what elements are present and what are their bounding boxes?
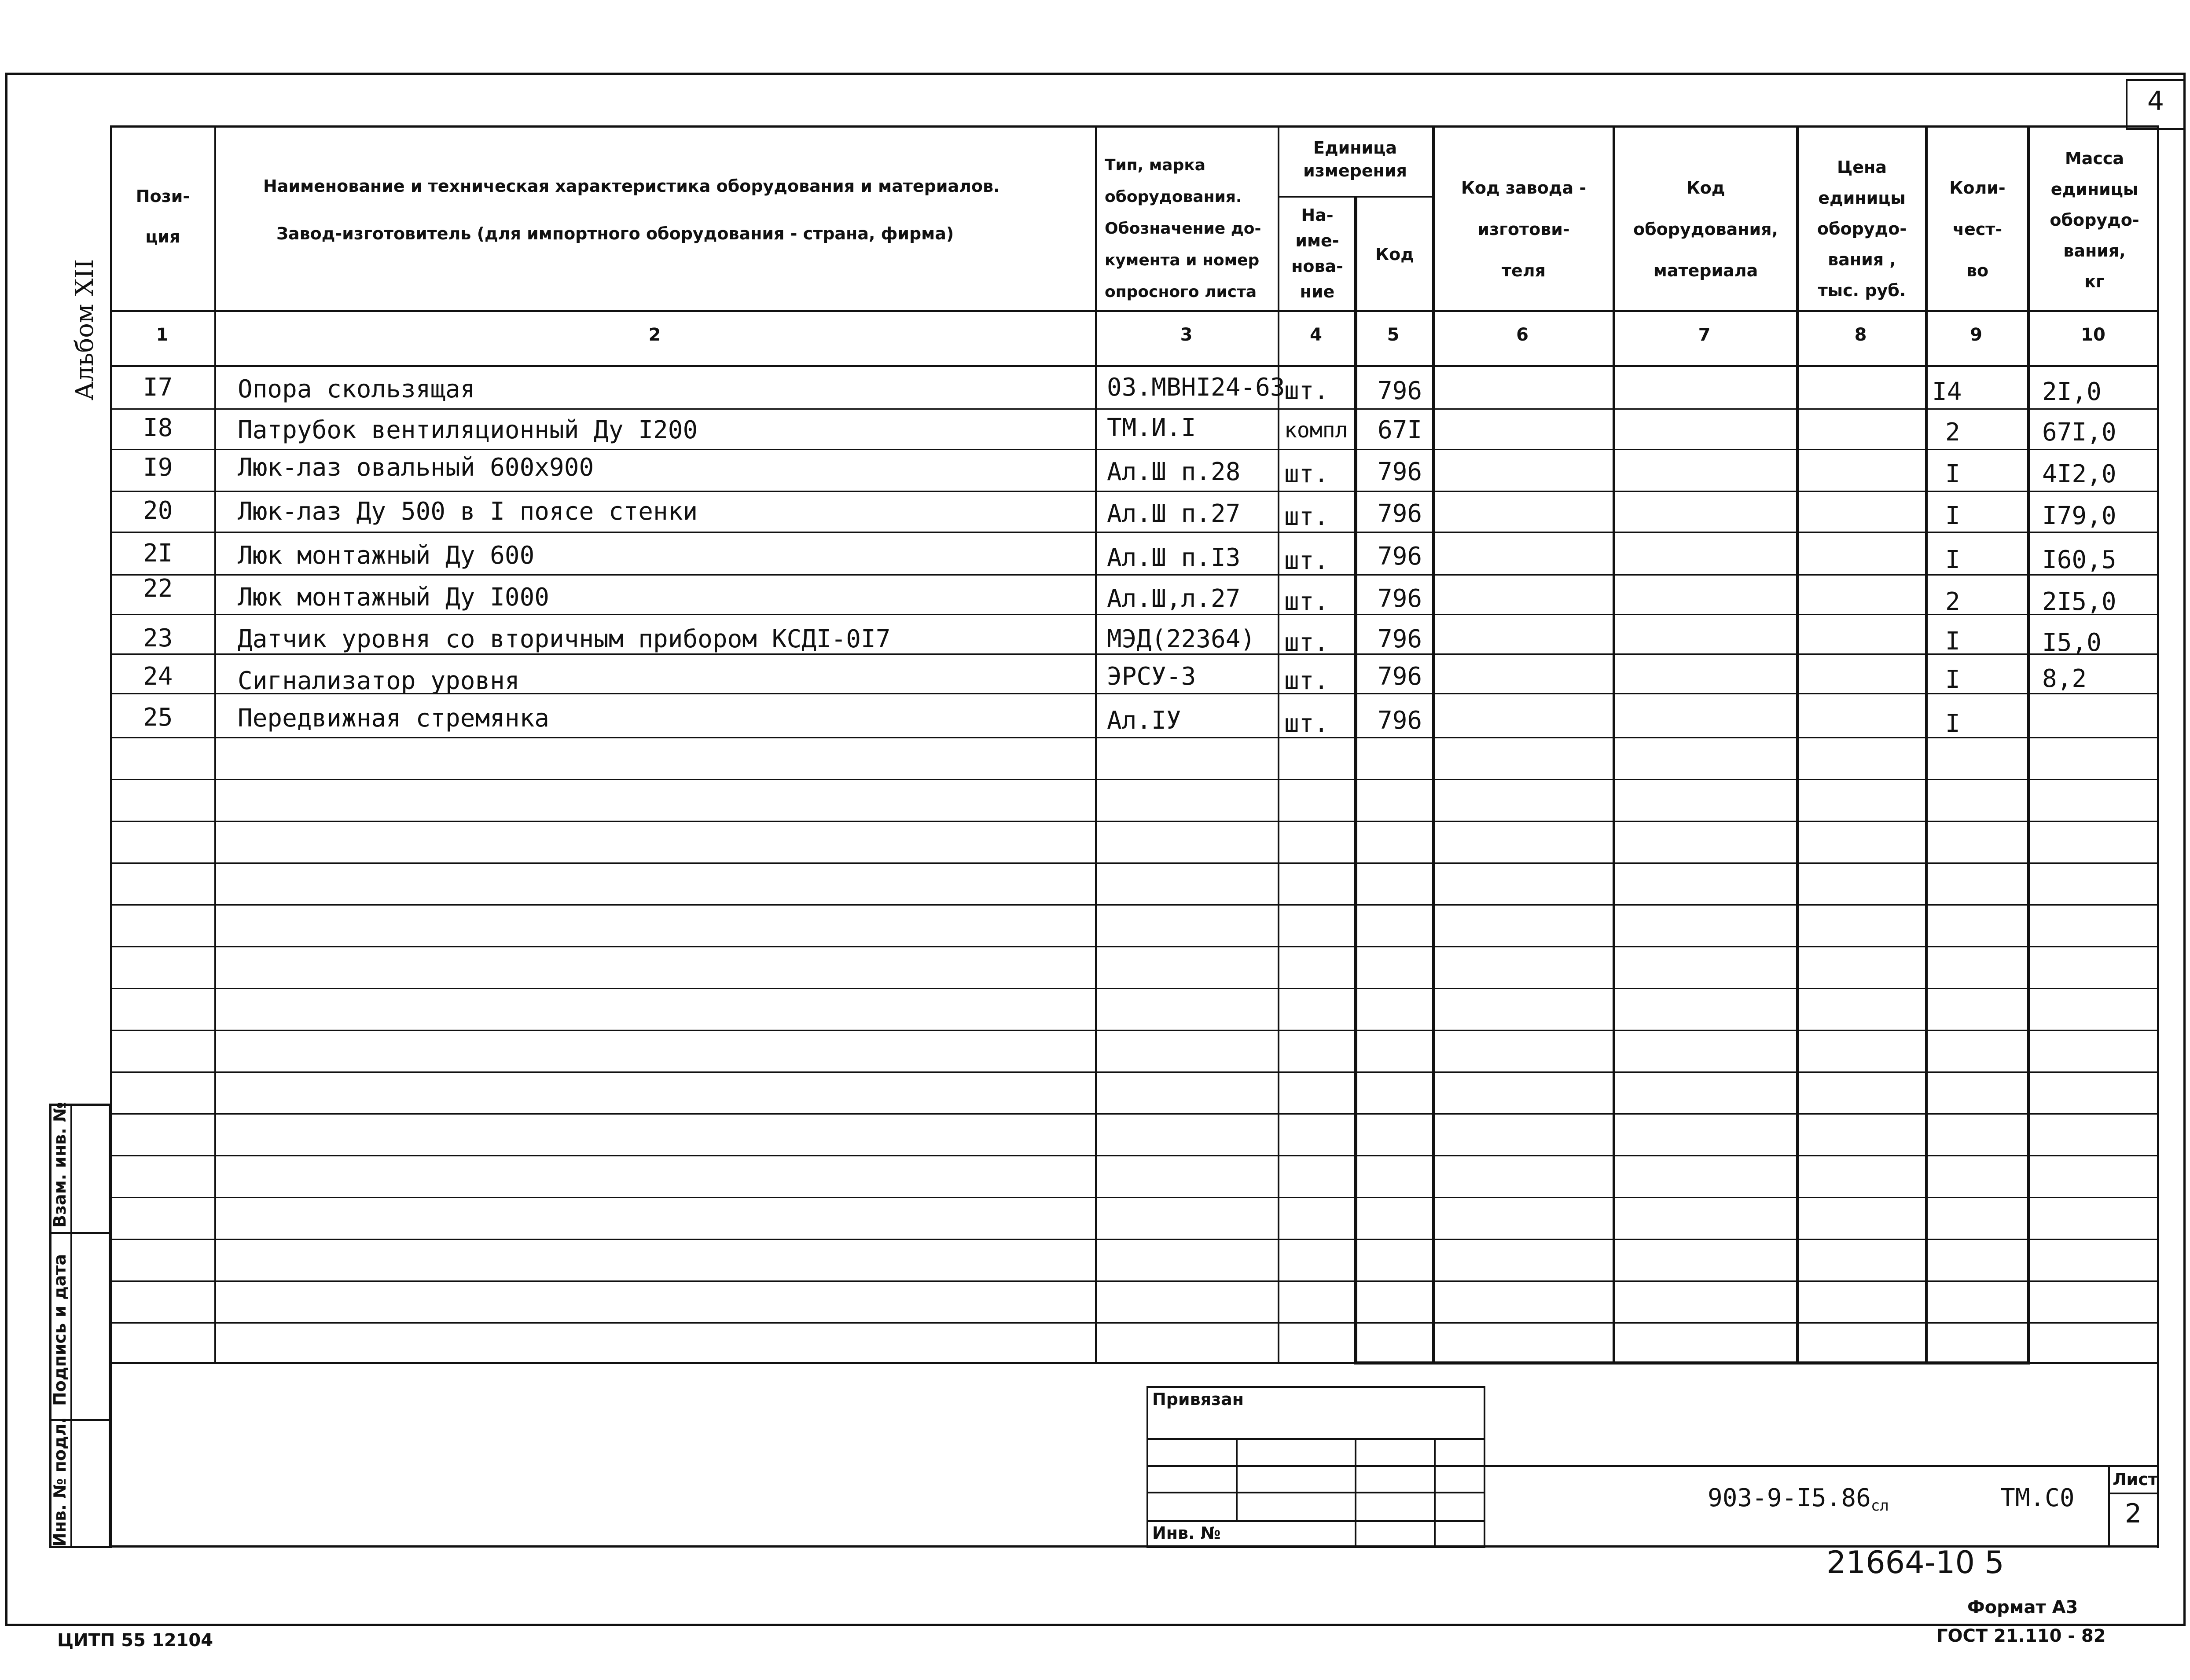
gost-label: ГОСТ 21.110 - 82 bbox=[1936, 1626, 2106, 1646]
row-mass: I60,5 bbox=[2042, 546, 2117, 574]
lower-block-left bbox=[110, 1363, 112, 1548]
row-position: I8 bbox=[143, 414, 173, 442]
list-rule bbox=[2108, 1493, 2159, 1494]
row-rule bbox=[110, 532, 2159, 533]
row-position: I9 bbox=[143, 453, 173, 482]
row-type: 03.МВНI24-63 bbox=[1107, 373, 1285, 402]
row-rule bbox=[110, 1197, 2159, 1198]
designation-text: 903-9-I5.86 bbox=[1708, 1484, 1871, 1512]
row-code: 796 bbox=[1378, 706, 1422, 735]
row-rule bbox=[110, 1030, 2159, 1031]
row-code: 796 bbox=[1378, 625, 1422, 653]
row-name: Патрубок вентиляционный Ду I200 bbox=[238, 416, 698, 444]
row-unit: шт. bbox=[1284, 377, 1329, 405]
row-code: 796 bbox=[1378, 584, 1422, 613]
row-code: 796 bbox=[1378, 499, 1422, 528]
row-qty: I4 bbox=[1932, 378, 1962, 406]
privyazan-divider bbox=[1355, 1438, 1356, 1548]
header-type: Тип, марка оборудования. Обозначение до- кумента и номер опросного листа bbox=[1105, 156, 1261, 301]
header-plant-code: Код завода - изготови- теля bbox=[1461, 178, 1587, 280]
corner-sheet-number: 4 bbox=[2147, 86, 2164, 117]
row-mass: 2I5,0 bbox=[2042, 587, 2117, 616]
side-stamp-vzam: Взам. инв. № bbox=[50, 1102, 70, 1228]
row-qty: I bbox=[1945, 665, 1960, 694]
archive-number: 21664-10 5 bbox=[1826, 1544, 2004, 1581]
header-equipment-code: Код оборудования, материала bbox=[1633, 178, 1778, 280]
header-name-line2: Завод-изготовитель (для импортного оборудования - страна, фирма) bbox=[276, 224, 954, 243]
citp-label: ЦИТП 55 12104 bbox=[57, 1630, 213, 1651]
side-stamp-divider bbox=[70, 1104, 72, 1548]
row-qty: I bbox=[1945, 709, 1960, 738]
row-position: 20 bbox=[143, 496, 173, 525]
row-unit: шт. bbox=[1284, 667, 1329, 695]
row-rule bbox=[110, 1239, 2159, 1240]
lower-block-right bbox=[2157, 1363, 2159, 1548]
row-name: Сигнализатор уровня bbox=[238, 667, 520, 695]
row-qty: 2 bbox=[1945, 587, 1960, 616]
colnum-7: 7 bbox=[1698, 325, 1711, 345]
row-rule bbox=[110, 988, 2159, 989]
row-name: Люк монтажный Ду 600 bbox=[238, 541, 535, 570]
row-type: ТМ.И.I bbox=[1107, 414, 1196, 442]
colnum-9: 9 bbox=[1970, 325, 1982, 345]
row-code: 67I bbox=[1378, 416, 1422, 444]
header-price: Цена единицы оборудо- вания , тыс. руб. bbox=[1817, 158, 1907, 300]
designation-sub: сл bbox=[1870, 1497, 1889, 1515]
row-qty: I bbox=[1945, 502, 1960, 530]
colnum-2: 2 bbox=[648, 325, 661, 345]
row-rule bbox=[110, 1071, 2159, 1073]
header-quantity: Коли- чест- во bbox=[1949, 178, 2006, 280]
header-unit-group: Единица измерения bbox=[1303, 138, 1407, 180]
header-unit-code: Код bbox=[1375, 245, 1414, 264]
row-position: 2I bbox=[143, 539, 173, 568]
privyazan-divider bbox=[1434, 1438, 1436, 1548]
row-unit: шт. bbox=[1284, 587, 1329, 616]
doc-code: ТМ.С0 bbox=[2000, 1484, 2075, 1512]
unit-group-rule bbox=[1278, 196, 1433, 198]
row-position: 25 bbox=[143, 703, 173, 732]
header-mass: Масса единицы оборудо- вания, кг bbox=[2050, 149, 2139, 291]
row-code: 796 bbox=[1378, 662, 1422, 691]
privyazan-divider bbox=[1236, 1438, 1238, 1520]
row-type: Ал.Ш п.I3 bbox=[1107, 543, 1241, 572]
row-position: 24 bbox=[143, 662, 173, 691]
row-type: Ал.Ш п.28 bbox=[1107, 458, 1241, 486]
row-unit: шт. bbox=[1284, 460, 1329, 488]
header-position: Пози- ция bbox=[136, 187, 190, 246]
row-type: МЭД(22364) bbox=[1107, 625, 1256, 653]
row-qty: 2 bbox=[1945, 418, 1960, 447]
row-position: I7 bbox=[143, 373, 173, 402]
row-unit: шт. bbox=[1284, 547, 1329, 575]
row-rule bbox=[110, 408, 2159, 410]
list-label: Лист bbox=[2113, 1470, 2158, 1489]
side-stamp-inv: Инв. № подл. bbox=[50, 1417, 70, 1547]
row-rule bbox=[110, 1322, 2159, 1324]
header-unit-name: На- име- нова- ние bbox=[1291, 205, 1343, 301]
designation bbox=[1708, 1484, 1889, 1515]
row-type: Ал.Ш,л.27 bbox=[1107, 584, 1241, 613]
row-type: Ал.Ш п.27 bbox=[1107, 499, 1241, 528]
row-code: 796 bbox=[1378, 542, 1422, 571]
header-bottom-rule bbox=[110, 310, 2159, 312]
colnum-5: 5 bbox=[1387, 325, 1400, 345]
row-mass: 2I,0 bbox=[2042, 378, 2102, 406]
row-mass: 4I2,0 bbox=[2042, 460, 2117, 488]
row-position: 22 bbox=[143, 574, 173, 603]
bold-bottom-rule bbox=[1354, 1361, 2030, 1365]
row-type: Ал.IУ bbox=[1107, 706, 1181, 735]
row-name: Люк монтажный Ду I000 bbox=[238, 583, 550, 612]
row-name: Опора скользящая bbox=[238, 375, 475, 403]
colnum-3: 3 bbox=[1180, 325, 1193, 345]
row-unit: шт. bbox=[1284, 709, 1329, 738]
row-qty: I bbox=[1945, 460, 1960, 488]
colnum-4: 4 bbox=[1310, 325, 1322, 345]
format-label: Формат А3 bbox=[1967, 1597, 2078, 1618]
row-rule bbox=[110, 904, 2159, 906]
inv-no-label: Инв. № bbox=[1152, 1523, 1221, 1543]
list-divider bbox=[2108, 1465, 2110, 1547]
colnum-1: 1 bbox=[156, 325, 169, 345]
row-qty: I bbox=[1945, 627, 1960, 656]
row-rule bbox=[110, 449, 2159, 450]
row-mass: 8,2 bbox=[2042, 664, 2087, 693]
row-rule bbox=[110, 491, 2159, 492]
row-rule bbox=[110, 821, 2159, 822]
row-rule bbox=[110, 1113, 2159, 1115]
row-code: 796 bbox=[1378, 377, 1422, 405]
row-rule bbox=[110, 614, 2159, 615]
row-name: Передвижная стремянка bbox=[238, 704, 550, 733]
album-label: Альбом XII bbox=[70, 259, 99, 400]
row-name: Люк-лаз Ду 500 в I поясе стенки bbox=[238, 497, 698, 526]
designation-rule bbox=[1485, 1465, 2159, 1467]
row-rule bbox=[110, 779, 2159, 780]
list-number: 2 bbox=[2125, 1498, 2142, 1529]
row-mass: I5,0 bbox=[2042, 628, 2102, 657]
privyazan-label: Привязан bbox=[1152, 1390, 1244, 1409]
row-mass: 67I,0 bbox=[2042, 418, 2117, 447]
row-code: 796 bbox=[1378, 458, 1422, 486]
colnum-6: 6 bbox=[1516, 325, 1529, 345]
row-rule bbox=[110, 1155, 2159, 1156]
row-name: Люк-лаз овальный 600х900 bbox=[238, 453, 594, 482]
row-mass: I79,0 bbox=[2042, 502, 2117, 530]
colnum-8: 8 bbox=[1854, 325, 1867, 345]
side-stamp-rule bbox=[49, 1232, 111, 1234]
row-rule bbox=[110, 946, 2159, 947]
row-qty: I bbox=[1945, 546, 1960, 574]
side-stamp-podpis: Подпись и дата bbox=[50, 1254, 70, 1406]
row-rule bbox=[110, 574, 2159, 576]
row-name: Датчик уровня со вторичным прибором КСДI-0I7 bbox=[238, 625, 891, 653]
row-rule bbox=[110, 653, 2159, 655]
row-rule bbox=[110, 862, 2159, 864]
row-rule bbox=[110, 737, 2159, 738]
row-type: ЭРСУ-3 bbox=[1107, 662, 1196, 691]
colnum-10: 10 bbox=[2081, 325, 2105, 345]
row-unit: шт. bbox=[1284, 628, 1329, 657]
colnum-bottom-rule bbox=[110, 365, 2159, 367]
row-unit: шт. bbox=[1284, 503, 1329, 531]
header-name-line1: Наименование и техническая характеристика оборудования и материалов. bbox=[263, 176, 1000, 196]
row-position: 23 bbox=[143, 624, 173, 653]
row-rule bbox=[110, 1280, 2159, 1282]
row-unit: компл bbox=[1284, 418, 1348, 443]
